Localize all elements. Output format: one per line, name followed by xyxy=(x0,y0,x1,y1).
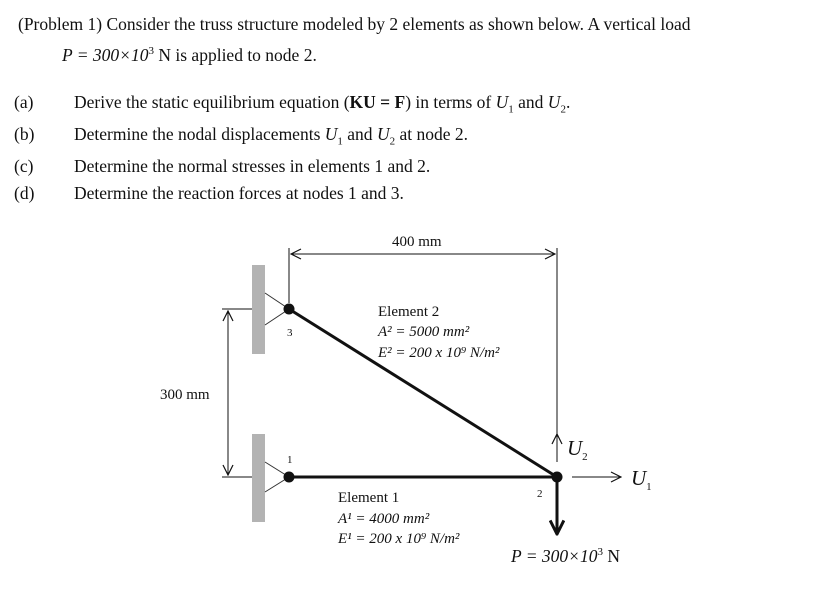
dof-u2-symbol: U xyxy=(567,436,583,460)
part-b-tag: (b) xyxy=(14,124,35,144)
element-1-title: Element 1 xyxy=(338,490,400,506)
part-d-text: Determine the reaction forces at nodes 1 and 3. xyxy=(74,183,404,203)
dof-u2-sub: 2 xyxy=(582,451,588,464)
load-expression: P = 300×10 xyxy=(62,45,149,65)
part-a-u1-sub: 1 xyxy=(508,103,514,116)
dof-u2-label xyxy=(567,436,588,464)
node-label-1: 1 xyxy=(287,454,293,466)
part-a-tag: (a) xyxy=(14,92,34,112)
wall-support-bottom xyxy=(252,434,265,522)
part-b-u2: U xyxy=(376,124,390,144)
part-a-u1: U xyxy=(495,92,509,112)
load-label xyxy=(511,546,620,566)
part-b-u1: U xyxy=(324,124,338,144)
part-b-pre: Determine the nodal displacements xyxy=(74,124,325,144)
part-b-u1-sub: 1 xyxy=(337,135,343,148)
element-2-title: Element 2 xyxy=(378,304,440,320)
part-a-end: . xyxy=(565,92,571,112)
part-a-mid: ) in terms of xyxy=(405,92,496,112)
node-label-3: 3 xyxy=(287,327,293,339)
part-b-u2-sub: 2 xyxy=(389,135,396,148)
part-a-u2-sub: 2 xyxy=(560,103,566,116)
part-b-and: and xyxy=(342,124,377,144)
part-a-and: and xyxy=(513,92,548,112)
node-label-2: 2 xyxy=(537,488,543,500)
load-suffix: N is applied to node 2. xyxy=(154,45,317,65)
equilibrium-equation: KU = F xyxy=(349,92,406,112)
dof-u1-label xyxy=(631,466,652,494)
problem-prefix: (Problem 1) Consider the truss structure modeled by 2 elements as shown below. A vertical load xyxy=(18,14,691,34)
element-1-modulus: E¹ = 200 x 10⁹ N/m² xyxy=(338,531,460,547)
wall-support-top xyxy=(252,265,265,354)
dof-u1-sub: 1 xyxy=(646,481,652,494)
part-c-text: Determine the normal stresses in elements 1 and 2. xyxy=(74,156,431,176)
dim-horizontal-label: 400 mm xyxy=(392,234,442,250)
part-c-tag: (c) xyxy=(14,156,34,176)
element-2-modulus: E² = 200 x 10⁹ N/m² xyxy=(378,345,500,361)
part-d-tag: (d) xyxy=(14,183,35,203)
dim-vertical-label: 300 mm xyxy=(160,387,210,403)
element-1-area: A¹ = 4000 mm² xyxy=(338,511,430,527)
load-exponent: 3 xyxy=(148,45,154,58)
node-3 xyxy=(284,304,295,315)
node-1 xyxy=(284,472,295,483)
part-b-end: at node 2. xyxy=(395,124,468,144)
node-2 xyxy=(552,472,563,483)
dof-u1-symbol: U xyxy=(631,466,647,490)
load-label-exp: 3 xyxy=(597,546,603,559)
element-2-area: A² = 5000 mm² xyxy=(378,324,470,340)
load-label-unit: N xyxy=(603,546,621,566)
load-label-expr: P = 300×10 xyxy=(511,546,598,566)
part-a-pre: Derive the static equilibrium equation ( xyxy=(74,92,350,112)
part-a-u2: U xyxy=(547,92,561,112)
